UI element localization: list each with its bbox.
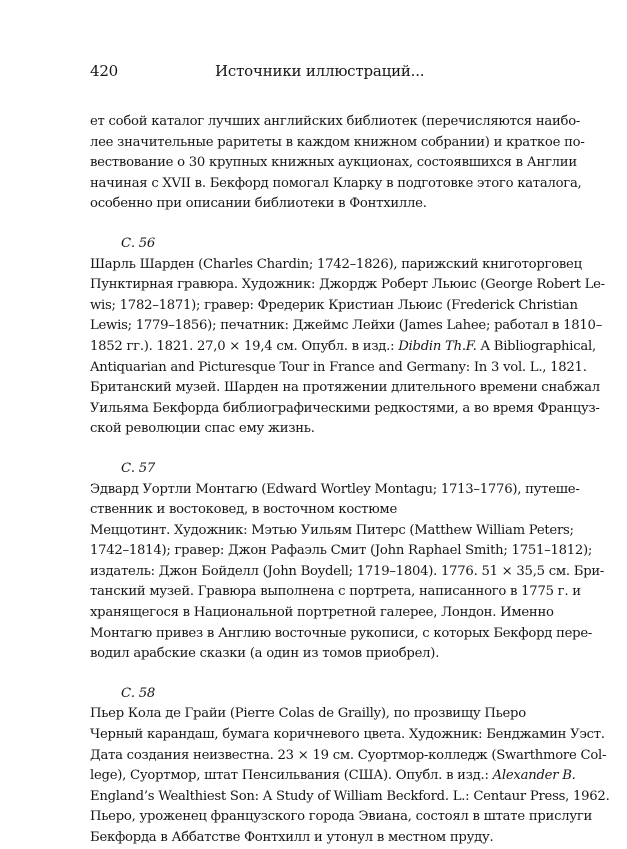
text-line (90, 337, 596, 358)
entry-title: Эдвард Уортли Монтагю (Edward Wortley Montagu; 1713–1776), путеше- (90, 481, 580, 497)
text-span: 1852 гг.). 1821. 27,0 × 19,4 см. Опубл. в изд.: (90, 338, 395, 354)
running-title: Источники иллюстраций... (215, 62, 425, 80)
citation-author: Dibdin Th.F. (398, 338, 477, 354)
entry-section (90, 459, 605, 665)
entry-heading: С. 57 (121, 460, 156, 476)
text-span: lege), Суортмор, штат Пенсильвания (США). Опубл. в изд.: (90, 768, 489, 784)
intro-paragraph (90, 112, 585, 215)
citation-author: Alexander B. (492, 768, 576, 784)
entry-title: Пьер Кола де Грайи (Pierre Colas de Grailly), по прозвищу Пьеро (90, 706, 526, 722)
text-line: Дата создания неизвестна. 23 × 19 см. Суортмор-колледж (Swarthmore Col- (90, 747, 607, 763)
entry-section (90, 234, 605, 440)
page-header (90, 60, 537, 82)
text-line: ской революции спас ему жизнь. (90, 421, 315, 437)
text-line: 1742–1814); гравер: Джон Рафаэль Смит (John Raphael Smith; 1751–1812); (90, 543, 593, 559)
text-line: танский музей. Гравюра выполнена с портрета, написанного в 1775 г. и (90, 584, 581, 600)
entry-section (90, 684, 610, 849)
text-line: лее значительные раритеты в каждом книжном собрании) и краткое по- (90, 134, 585, 150)
text-line: издатель: Джон Бойделл (John Boydell; 1719–1804). 1776. 51 × 35,5 см. Бри- (90, 563, 605, 579)
text-line: Пунктирная гравюра. Художник: Джордж Роберт Льюис (George Robert Le- (90, 277, 605, 293)
text-line: Меццотинт. Художник: Мэтью Уильям Питерс (Matthew William Peters; (90, 522, 574, 538)
text-line: Монтагю привез в Англию восточные рукописи, с которых Бекфорд пере- (90, 625, 593, 641)
entry-heading: С. 58 (121, 685, 156, 701)
text-line: Черный карандаш, бумага коричневого цвета. Художник: Бенджамин Уэст. (90, 727, 605, 743)
text-line: Antiquarian and Picturesque Tour in France and Germany: In 3 vol. L., 1821. (90, 359, 587, 375)
text-line: вествование о 30 крупных книжных аукционах, состоявшихся в Англии (90, 155, 577, 171)
text-line: wis; 1782–1871); гравер: Фредерик Кристиан Льюис (Frederick Christian (90, 297, 578, 313)
entry-heading: С. 56 (121, 235, 156, 251)
text-line: ет собой каталог лучших английских библиотек (перечисляются наибо- (90, 114, 581, 129)
page-number: 420 (90, 62, 119, 80)
text-line: особенно при описании библиотеки в Фонтхилле. (90, 196, 427, 212)
text-line (90, 766, 576, 787)
text-line: Уильяма Бекфорда библиографическими редкостями, а во время Француз- (90, 400, 600, 416)
text-line: Бекфорда в Аббатстве Фонтхилл и утонул в местном пруду. (90, 830, 494, 845)
text-line: начиная с XVII в. Бекфорд помогал Кларку в подготовке этого каталога, (90, 175, 582, 191)
text-line: водил арабские сказки (а один из томов приобрел). (90, 646, 440, 662)
page-content (90, 112, 610, 849)
text-line: Пьеро, уроженец французского города Эвиана, состоял в штате прислуги (90, 809, 593, 825)
text-line: England’s Wealthiest Son: A Study of William Beckford. L.: Centaur Press, 1962. (90, 788, 610, 804)
text-line: Lewis; 1779–1856); печатник: Джеймс Лейхи (James Lahee; работал в 1810– (90, 318, 603, 334)
text-line: Британский музей. Шарден на протяжении длительного времени снабжал (90, 380, 600, 396)
entry-title: Шарль Шарден (Charles Chardin; 1742–1826), парижский книготорговец (90, 256, 582, 272)
text-span: A Bibliographical, (480, 338, 596, 354)
text-line: хранящегося в Национальной портретной галерее, Лондон. Именно (90, 605, 554, 621)
entry-title: ственник и востоковед, в восточном костюме (90, 502, 397, 518)
